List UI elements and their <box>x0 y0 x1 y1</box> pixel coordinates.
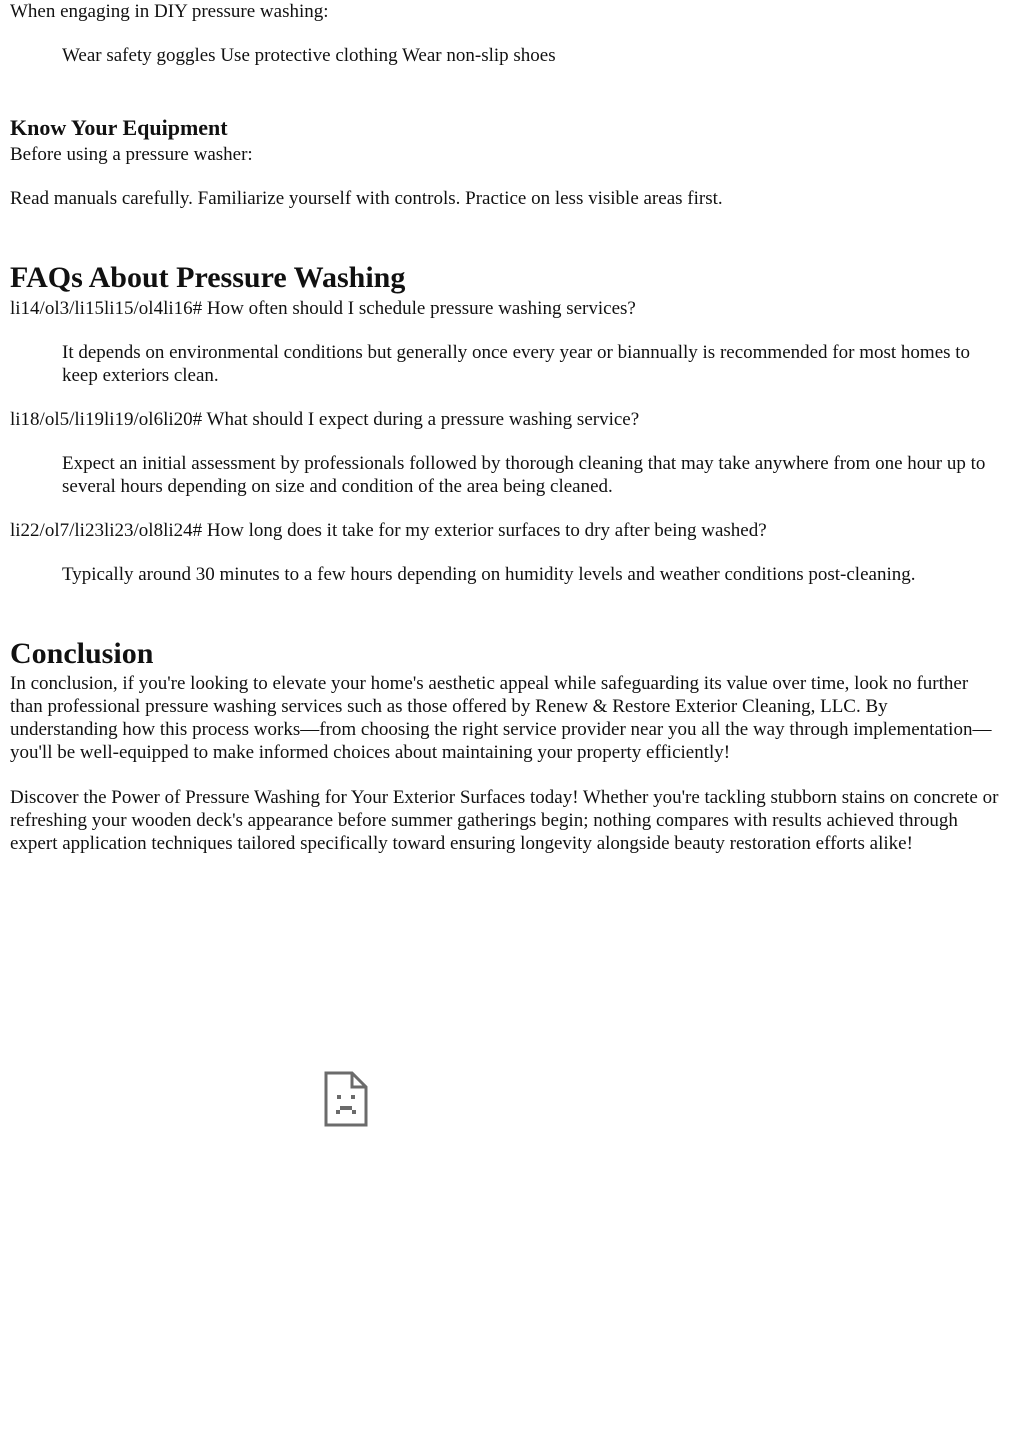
faq-answer: It depends on environmental conditions but generally once every year or biannually is recommended for most homes to keep exteriors clean. <box>62 342 971 386</box>
conclusion-heading: Conclusion <box>10 636 154 670</box>
read-manuals-text: Read manuals carefully. Familiarize yourself with controls. Practice on less visible areas first. <box>10 188 723 209</box>
faq-heading: FAQs About Pressure Washing <box>10 260 406 294</box>
faq-answer: Expect an initial assessment by professionals followed by thorough cleaning that may take anywhere from one hour up to several hours depending on size and condition of the area being cleaned. <box>62 453 986 497</box>
safety-list: Wear safety goggles Use protective clothing Wear non-slip shoes <box>62 45 556 66</box>
faq-question: li22/ol7/li23li23/ol8li24# How long does it take for my exterior surfaces to dry after being washed? <box>10 520 767 541</box>
faq-answer: Typically around 30 minutes to a few hours depending on humidity levels and weather conditions post-cleaning. <box>62 564 916 585</box>
conclusion-paragraph: Discover the Power of Pressure Washing for Your Exterior Surfaces today! Whether you're tackling stubborn stains on concrete or refreshing your wooden deck's appearance before summer gatherings begin; nothing compares with results achieved through expert application techniques tailored specifically toward ensuring longevity alongside beauty restoration efforts alike! <box>10 787 999 854</box>
intro-text: When engaging in DIY pressure washing: <box>10 1 329 22</box>
faq-question: li14/ol3/li15li15/ol4li16# How often should I schedule pressure washing services? <box>10 298 636 319</box>
equipment-heading: Know Your Equipment <box>10 115 228 140</box>
before-using-text: Before using a pressure washer: <box>10 144 253 165</box>
conclusion-paragraph: In conclusion, if you're looking to elevate your home's aesthetic appeal while safeguarding its value over time, look no further than professional pressure washing services such as those offered by Renew & Restore Exterior Cleaning, LLC. By understanding how this process works—from choosing the right service provider near you all the way through implementation—you'll be well-equipped to make informed choices about maintaining your property efficiently! <box>10 673 992 763</box>
faq-question: li18/ol5/li19li19/ol6li20# What should I expect during a pressure washing service? <box>10 409 640 430</box>
broken-image-icon <box>324 1071 368 1127</box>
